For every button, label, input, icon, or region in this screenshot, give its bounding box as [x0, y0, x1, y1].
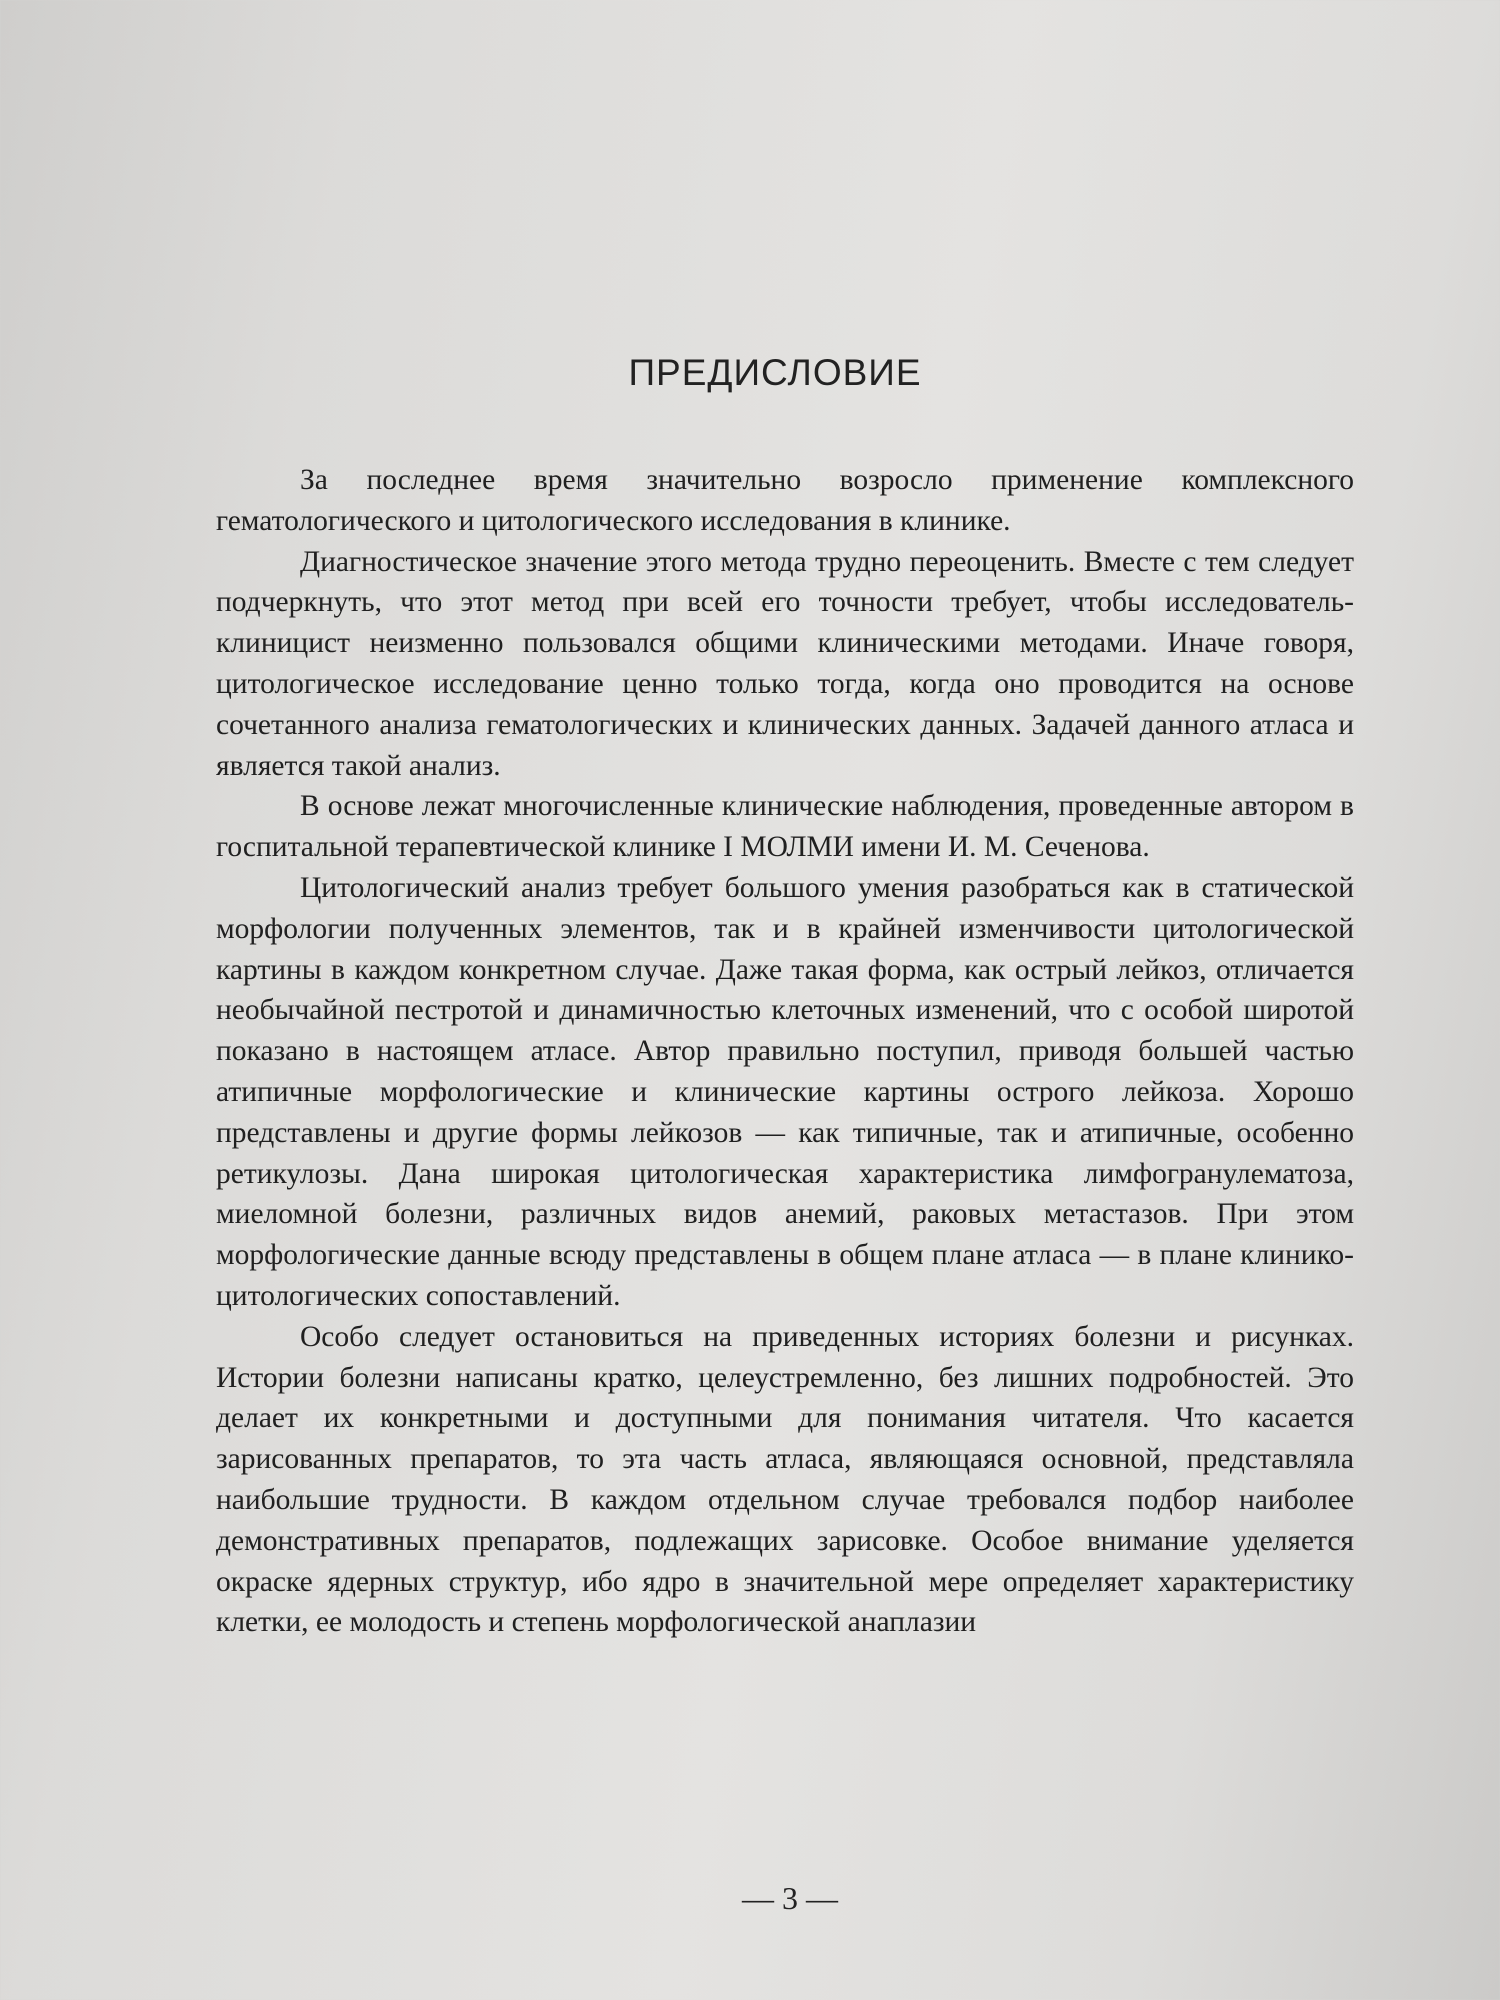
page-number: — 3 —	[742, 1880, 838, 1916]
page-title: ПРЕДИСЛОВИЕ	[628, 352, 922, 393]
paragraph-1: За последнее время значительно возросло применение комплексного гематологического и цитологического исследования в клинике.	[216, 464, 1354, 537]
paragraph-3: В основе лежат многочисленные клинические наблюдения, проведенные автором в госпитальной терапевтической клинике I МОЛМИ имени И. М. Сеченова.	[216, 790, 1354, 864]
paragraph-2: Диагностическое значение этого метода трудно переоценить. Вместе с тем следует подчеркнуть, что этот метод при всей его точности требует, чтобы исследователь-клиницист неизменно пользовался общими клиническими методами. Иначе говоря, цитологическое исследование ценно только тогда, когда оно проводится на основе сочетанного анализа гематологических и клинических данных. Задачей данного атласа и является такой анализ.	[216, 545, 1354, 782]
paragraph-4: Цитологический анализ требует большого умения разобраться как в статической морфологии полученных элементов, так и в крайней изменчивости цитологической картины в каждом конкретном случае. Даже такая форма, как острый лейкоз, отличается необычайной пестротой и динамичностью клеточных изменений, что с особой широтой показано в настоящем атласе. Автор правильно поступил, приводя большей частью атипичные морфологические и клинические картины острого лейкоза. Хорошо представлены и другие формы лейкозов — как типичные, так и атипичные, особенно ретикулозы. Дана широкая цитологическая характеристика лимфогранулематоза, миеломной болезни, различных видов анемий, раковых метастазов. При этом морфологические данные всюду представлены в общем плане атласа — в плане клинико-цитологических сопоставлений.	[216, 871, 1354, 1312]
paragraph-5: Особо следует остановиться на приведенных историях болезни и рисунках. Истории болезни написаны кратко, целеустремленно, без лишних подробностей. Это делает их конкретными и доступными для понимания читателя. Что касается зарисованных препаратов, то эта часть атласа, являющаяся основной, представляла наибольшие трудности. В каждом отдельном случае требовался подбор наиболее демонстративных препаратов, подлежащих зарисовке. Особое внимание уделяется окраске ядерных структур, ибо ядро в значительной мере определяет характеристику клетки, ее молодость и степень морфологической анаплазии	[216, 1320, 1354, 1639]
foreword-body	[216, 460, 1354, 1643]
